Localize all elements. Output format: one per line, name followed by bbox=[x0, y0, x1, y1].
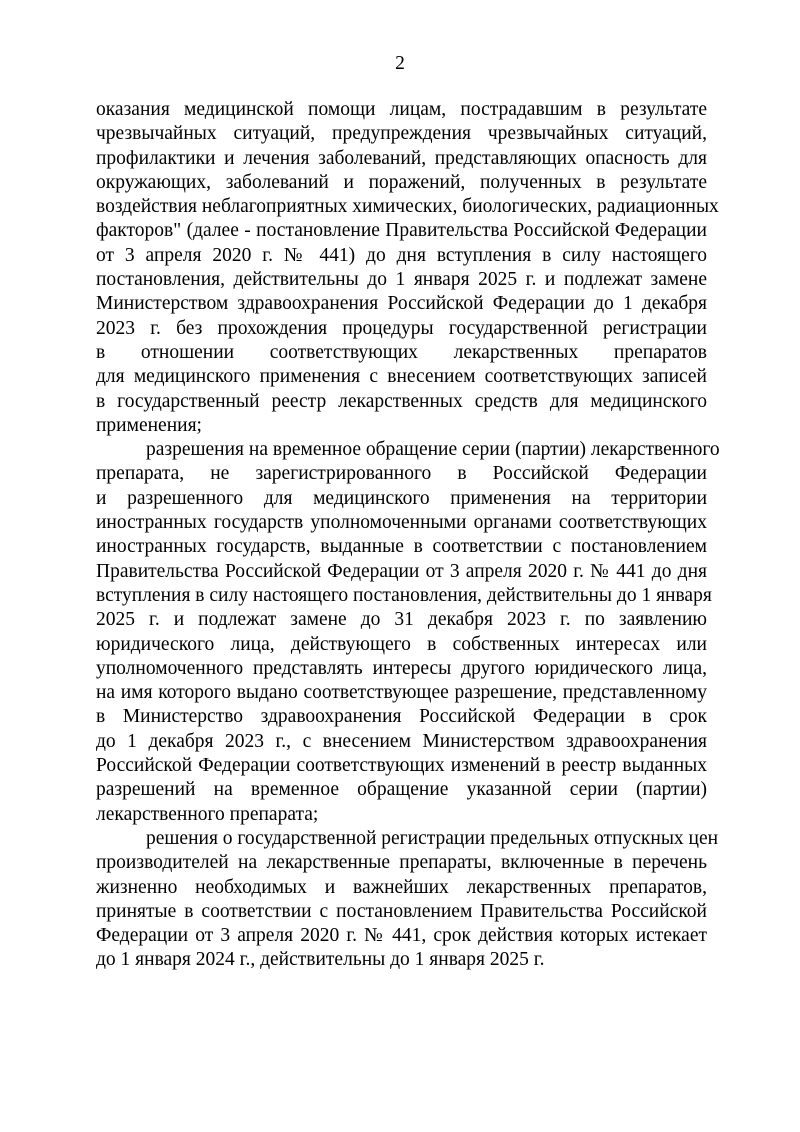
text-line: иностранных государств, выданные в соответствии с постановлением bbox=[96, 536, 707, 558]
text-line: 2025 г. и подлежат замене до 31 декабря 2023 г. по заявлению bbox=[96, 609, 707, 631]
text-line: иностранных государств уполномоченными органами соответствующих bbox=[96, 512, 707, 534]
text-line: препарата, не зарегистрированного в Российской Федерации bbox=[96, 463, 707, 485]
text-line: разрешения на временное обращение серии (партии) лекарственного bbox=[146, 439, 720, 461]
text-line: уполномоченного представлять интересы другого юридического лица, bbox=[96, 657, 707, 679]
text-line: чрезвычайных ситуаций, предупреждения чрезвычайных ситуаций, bbox=[96, 123, 707, 145]
text-line: воздействия неблагоприятных химических, биологических, радиационных bbox=[96, 196, 719, 218]
text-line: в государственный реестр лекарственных средств для медицинского bbox=[96, 390, 707, 412]
text-line: Правительства Российской Федерации от 3 апреля 2020 г. № 441 до дня bbox=[96, 560, 707, 582]
text-line: для медицинского применения с внесением соответствующих записей bbox=[96, 366, 707, 388]
text-line: факторов" (далее - постановление Правительства Российской Федерации bbox=[96, 220, 707, 242]
text-line: применения; bbox=[96, 414, 202, 436]
text-line: окружающих, заболеваний и поражений, полученных в результате bbox=[96, 171, 707, 193]
text-line: оказания медицинской помощи лицам, пострадавшим в результате bbox=[96, 99, 707, 120]
text-line: лекарственного препарата; bbox=[96, 803, 319, 825]
text-line: Российской Федерации соответствующих изменений в реестр выданных bbox=[96, 755, 707, 777]
text-line: до 1 января 2024 г., действительны до 1 января 2025 г. bbox=[96, 949, 545, 971]
paragraph bbox=[96, 98, 719, 438]
text-line: в отношении соответствующих лекарственных препаратов bbox=[96, 341, 707, 363]
text-line: от 3 апреля 2020 г. № 441) до дня вступления в силу настоящего bbox=[96, 244, 707, 266]
text-line: и разрешенного для медицинского применения на территории bbox=[96, 487, 707, 509]
text-line: решения о государственной регистрации предельных отпускных цен bbox=[146, 827, 719, 849]
text-line: производителей на лекарственные препараты, включенные в перечень bbox=[96, 852, 707, 874]
text-line: профилактики и лечения заболеваний, представляющих опасность для bbox=[96, 147, 707, 169]
document-body bbox=[96, 98, 720, 973]
text-line: жизненно необходимых и важнейших лекарственных препаратов, bbox=[96, 876, 707, 898]
page-number: 2 bbox=[395, 53, 405, 74]
text-line: принятые в соответствии с постановлением Правительства Российской bbox=[96, 900, 707, 922]
text-line: на имя которого выдано соответствующее разрешение, представленному bbox=[96, 682, 707, 704]
text-line: юридического лица, действующего в собственных интересах или bbox=[96, 633, 707, 655]
paragraph bbox=[96, 438, 720, 827]
text-line: до 1 декабря 2023 г., с внесением Министерством здравоохранения bbox=[96, 730, 707, 752]
text-line: Министерством здравоохранения Российской Федерации до 1 декабря bbox=[96, 293, 707, 315]
text-line: в Министерство здравоохранения Российской Федерации в срок bbox=[96, 706, 707, 728]
text-line: 2023 г. без прохождения процедуры государственной регистрации bbox=[96, 317, 707, 339]
text-line: вступления в силу настоящего постановления, действительны до 1 января bbox=[96, 584, 712, 606]
text-line: постановления, действительны до 1 января 2025 г. и подлежат замене bbox=[96, 269, 707, 291]
text-line: разрешений на временное обращение указанной серии (партии) bbox=[96, 779, 707, 801]
text-line: Федерации от 3 апреля 2020 г. № 441, срок действия которых истекает bbox=[96, 925, 707, 947]
paragraph bbox=[96, 827, 719, 973]
